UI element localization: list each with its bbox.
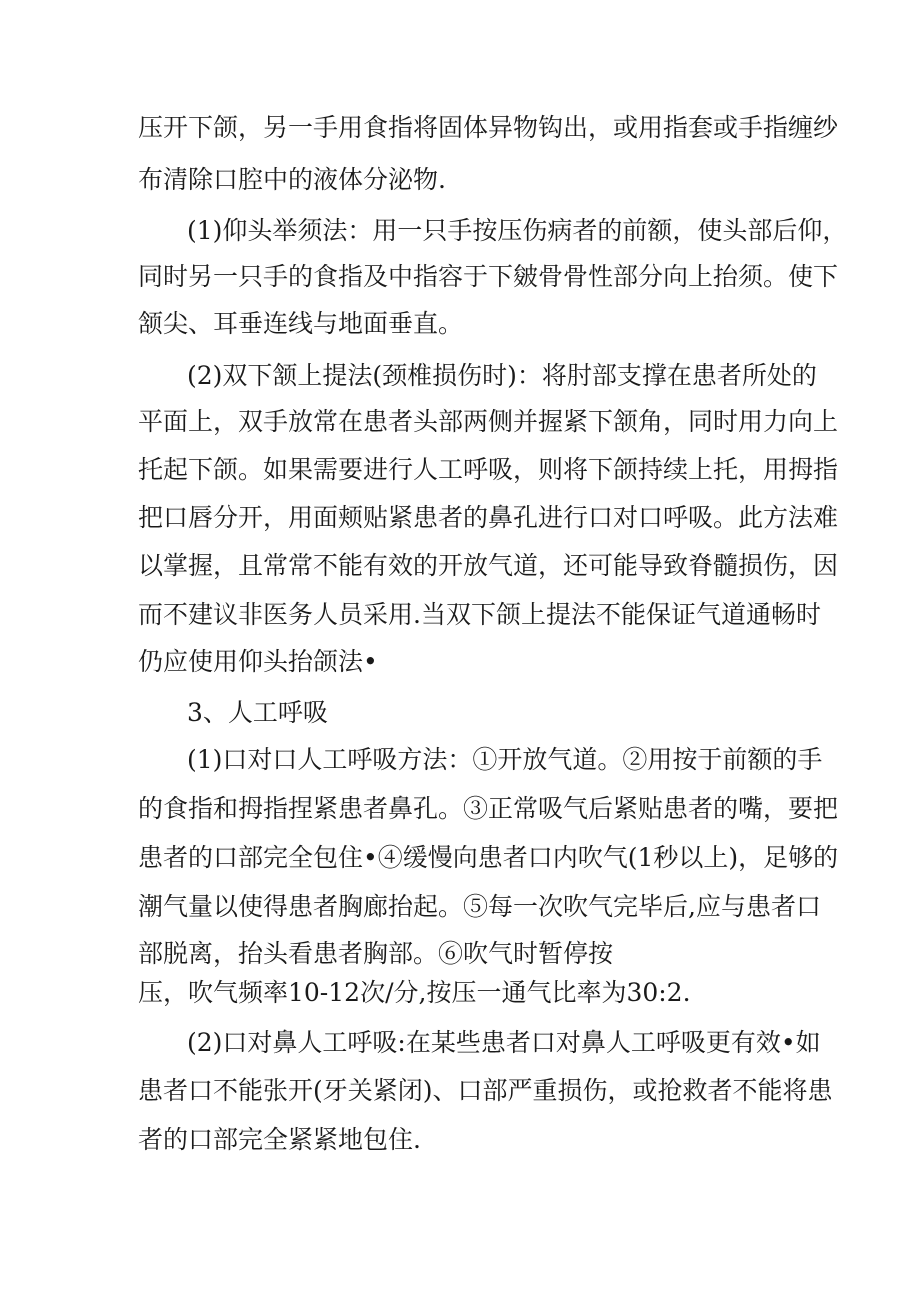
text-line: 压开下颌，另一手用食指将固体异物钩出，或用指套或手指缠纱 <box>138 113 839 142</box>
text-line: 托起下颌。如果需要进行人工呼吸，则将下颌持续上托，用拇指 <box>138 455 839 484</box>
text-line: 潮气量以使得患者胸廊抬起。⑤每一次吹气完毕后,应与患者口 <box>138 892 821 921</box>
text-line: 颔尖、耳垂连线与地面垂直。 <box>138 309 464 338</box>
paragraph-start-line: (1)口对口人工呼吸方法：①开放气道。②用按于前额的手 <box>187 745 823 774</box>
section-heading: 3、人工呼吸 <box>187 698 328 727</box>
text-line: 压，吹气频率10-12次/分,按压一通气比率为30:2. <box>138 978 691 1007</box>
paragraph-start-line: (2)双下颔上提法(颈椎损伤时)：将肘部支撑在患者所处的 <box>187 361 817 390</box>
text-line: 患者的口部完全包住•④缓慢向患者口内吹气(1秒以上)，足够的 <box>138 843 839 872</box>
text-line: 布清除口腔中的液体分泌物. <box>138 165 446 194</box>
text-line: 以掌握，且常常不能有效的开放气道，还可能导致脊髓损伤，因 <box>138 551 839 580</box>
text-line: 患者口不能张开(牙关紧闭)、口部严重损伤，或抢救者不能将患 <box>138 1076 833 1105</box>
text-line: 者的口部完全紧紧地包住. <box>138 1125 421 1154</box>
text-line: 同时另一只手的食指及中指容于下皴骨骨性部分向上抬须。使下 <box>138 262 839 291</box>
text-line: 而不建议非医务人员采用.当双下颌上提法不能保证气道通畅时 <box>138 600 821 629</box>
text-line: 平面上，双手放常在患者头部两侧并握紧下颔角，同时用力向上 <box>138 407 839 436</box>
text-line: 部脱离，抬头看患者胸部。⑥吹气时暂停按 <box>138 939 614 968</box>
text-line: 仍应使用仰头抬颌法• <box>138 647 378 676</box>
paragraph-start-line: (1)仰头举须法：用一只手按压伤病者的前额，使头部后仰， <box>187 216 848 245</box>
text-line: 的食指和拇指捏紧患者鼻孔。③正常吸气后紧贴患者的嘴，要把 <box>138 794 839 823</box>
text-line: 把口唇分开，用面颊贴紧患者的鼻孔进行口对口呼吸。此方法难 <box>138 503 839 532</box>
paragraph-start-line: (2)口对鼻人工呼吸:在某些患者口对鼻人工呼吸更有效•如 <box>187 1028 821 1057</box>
